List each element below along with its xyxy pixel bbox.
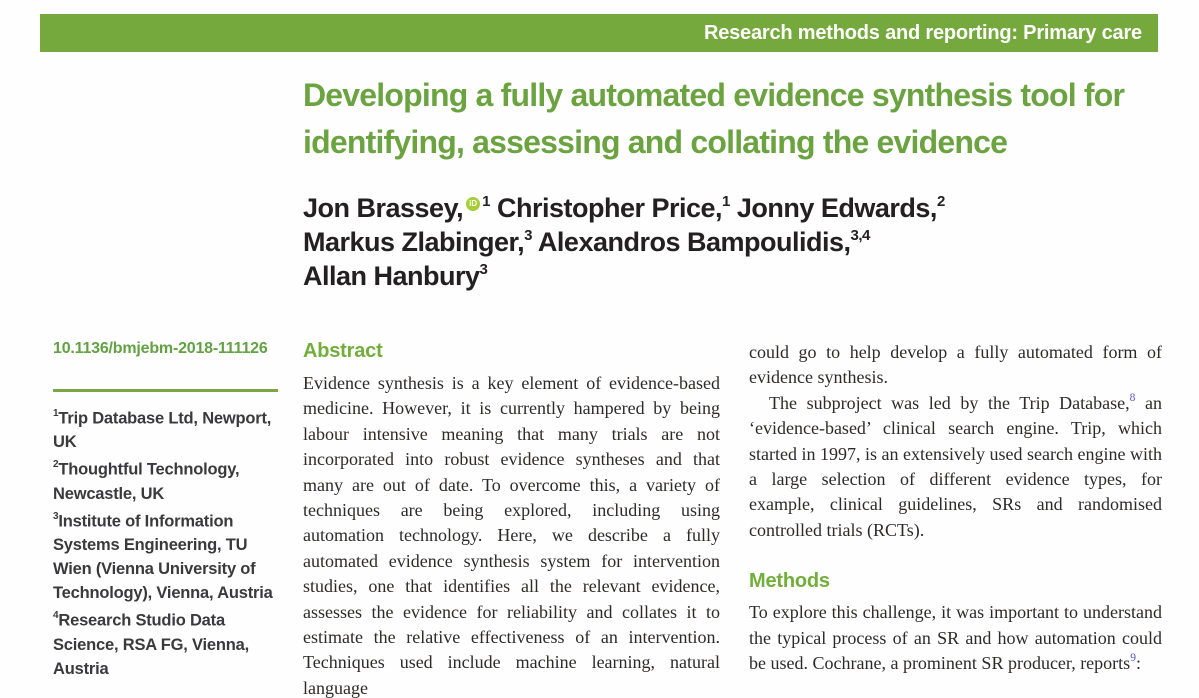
author-affiliation-sup: 1 [482,193,490,210]
main-text-column [749,340,1162,676]
author-list [303,191,1083,293]
affiliation-item: $^3$Institute of Information Systems Engineering, TU Wien (Vienna University of Technology), Vienna, Austria [53,510,273,602]
abstract-body: Evidence synthesis is a key element of evidence-based medicine. However, it is currently hampered by being labour intensive meaning that many trials are not incorporated into robust evidence syntheses and that many are out of date. To overcome this, a variety of techniques are being explored, including using automation technology. Here, we describe a fully automated evidence synthesis system for intervention studies, one that identifies all the relevant evidence, assesses the evidence for reliability and collates it to estimate the relative effectiveness of an intervention. Techniques used include machine learning, natural language [303,373,720,698]
sidebar-divider [53,389,278,392]
author-name: Jonny Edwards, [736,193,937,223]
abstract-column [303,340,720,698]
sidebar [53,340,281,698]
methods-heading: Methods [749,570,830,593]
author-affiliation-sup: 3 [479,261,488,278]
author-affiliation-sup: 2 [936,193,945,210]
author-affiliation-sup: 3 [524,227,532,244]
affiliation-item: $^2$Thoughtful Technology, Newcastle, UK [53,459,240,503]
doi: 10.1136/bmjebm-2018-111126 [53,340,268,357]
affiliation-sup: 4 [53,610,59,621]
author-name: Alexandros Bampoulidis, [537,227,851,257]
affiliation-sup: 2 [53,459,59,470]
affiliation-sup: 3 [53,510,59,522]
paragraph-subproject: The subproject was led by the Trip Database,$^8$ an ‘evidence-based’ clinical search engine. Trip, which started in 1997, is an extensively used search engine with a large selection of different evidence types, for example, clinical guidelines, SRs and randomised controlled trials (RCTs). [749,391,1162,540]
author-affiliation-sup: 3,4 [850,227,870,244]
orcid-icon[interactable]: iD [466,197,480,211]
citation-ref[interactable]: 8 [1129,391,1136,404]
author-name: Allan Hanbury [303,261,480,291]
author-affiliation-sup: 1 [722,193,730,210]
article-title: Developing a fully automated evidence synthesis tool for identifying, assessing and collating the evidence [303,77,1125,160]
author-name: Jon Brassey, [303,193,464,223]
citation-ref[interactable]: 9 [1130,652,1136,665]
affiliation-list [53,403,281,681]
author-name: Markus Zlabinger, [303,227,525,257]
author-name: Christopher Price, [496,193,723,223]
banner-label: Research methods and reporting: Primary care [703,21,1142,44]
affiliation-sup: 1 [53,407,59,419]
paragraph-continuation: could go to help develop a fully automated form of evidence synthesis. [749,342,1162,388]
affiliation-item: $^1$Trip Database Ltd, Newport, UK [53,407,272,451]
affiliation-item: $^4$Research Studio Data Science, RSA FG, Vienna, Austria [53,610,250,678]
paragraph-methods: To explore this challenge, it was important to understand the typical process of an SR and how automation could be used. Cochrane, a prominent SR producer, reports$^9$: [749,602,1162,674]
abstract-heading: Abstract [303,340,383,362]
journal-section-banner [40,14,1158,52]
